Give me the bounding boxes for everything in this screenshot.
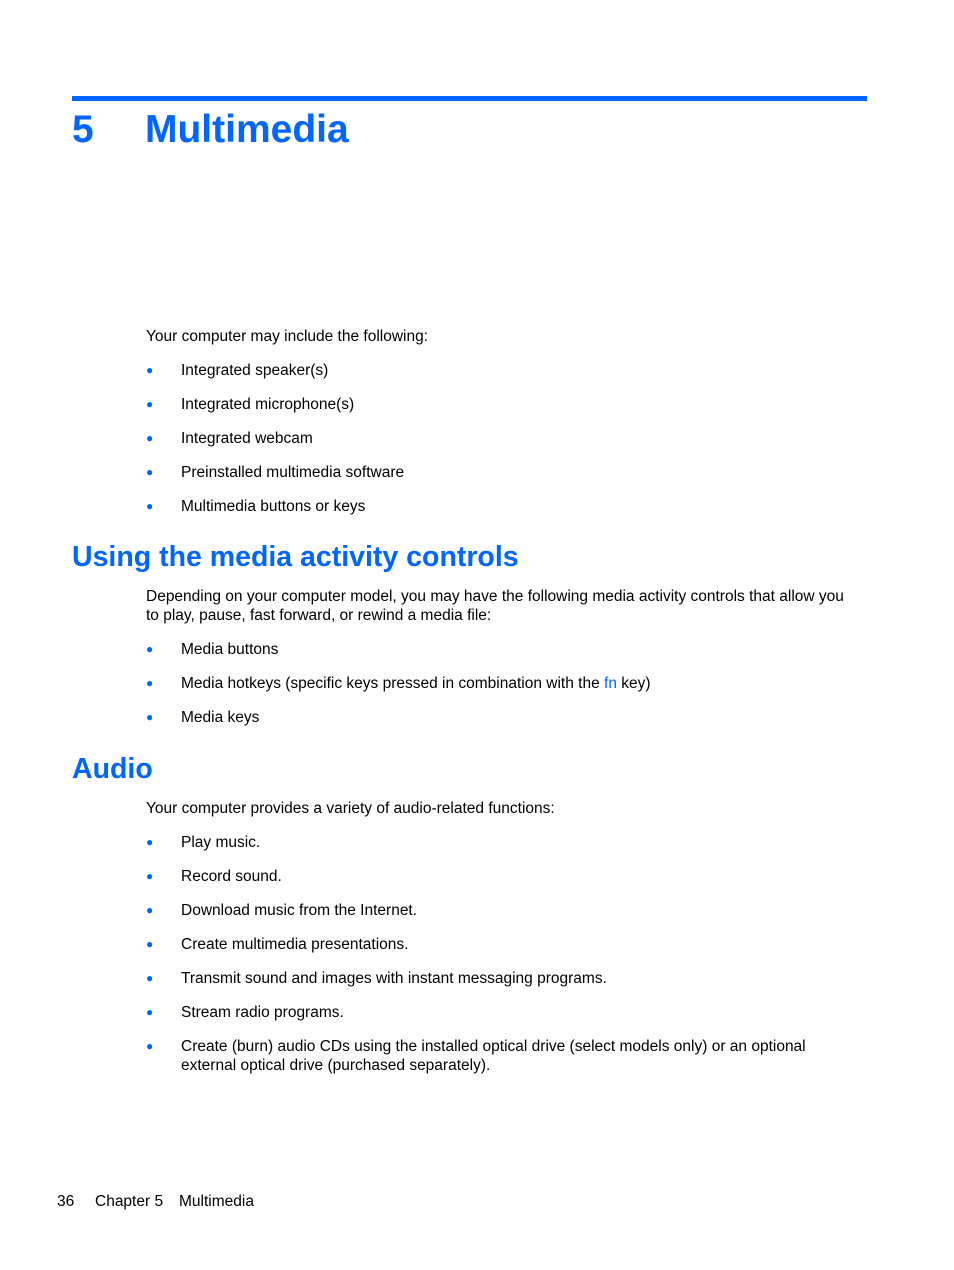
list-item: ● Integrated webcam [146, 430, 313, 447]
bullet-icon: ● [146, 710, 154, 724]
intro-paragraph: Your computer may include the following: [146, 328, 429, 345]
list-item: ● Media buttons [146, 641, 279, 658]
section-heading-audio: Audio [72, 753, 153, 785]
intro-list [146, 361, 846, 516]
bullet-icon: ● [146, 499, 154, 513]
list-item: ● Preinstalled multimedia software [146, 464, 405, 481]
list-item: ● Media hotkeys (specific keys pressed in combination with the fn key) [146, 675, 651, 692]
chapter-rule [72, 96, 867, 101]
bullet-icon: ● [146, 937, 154, 951]
list-item: ● Record sound. [146, 868, 282, 885]
media-controls-paragraph: Depending on your computer model, you may have the following media activity controls that allow you to play, pause, fast forward, or rewind a media file: [146, 588, 844, 624]
list-item: ● Create (burn) audio CDs using the installed optical drive (select models only) or an optional external optical drive (purchased separately). [146, 1038, 806, 1074]
page-footer [57, 1192, 254, 1211]
fn-key-label: fn [604, 675, 617, 692]
bullet-icon: ● [146, 363, 154, 377]
bullet-icon: ● [146, 431, 154, 445]
section-heading-media-controls: Using the media activity controls [72, 541, 519, 573]
bullet-icon: ● [146, 1039, 154, 1053]
footer-chapter-label: Chapter 5 [95, 1193, 164, 1210]
list-item: ● Create multimedia presentations. [146, 936, 409, 953]
bullet-icon: ● [146, 465, 154, 479]
bullet-icon: ● [146, 1005, 154, 1019]
bullet-icon: ● [146, 903, 154, 917]
list-item: ● Media keys [146, 709, 260, 726]
list-item: ● Multimedia buttons or keys [146, 498, 366, 515]
list-item: ● Transmit sound and images with instant messaging programs. [146, 970, 607, 987]
list-item: ● Stream radio programs. [146, 1004, 344, 1021]
bullet-icon: ● [146, 642, 154, 656]
list-item: ● Integrated microphone(s) [146, 396, 355, 413]
list-item: ● Download music from the Internet. [146, 902, 418, 919]
list-item: ● Play music. [146, 834, 261, 851]
chapter-number: 5 [72, 108, 94, 151]
bullet-icon: ● [146, 835, 154, 849]
footer-chapter-name: Multimedia [179, 1193, 254, 1210]
page-number: 36 [57, 1193, 75, 1210]
chapter-name: Multimedia [145, 108, 349, 151]
bullet-icon: ● [146, 869, 154, 883]
bullet-icon: ● [146, 397, 154, 411]
bullet-icon: ● [146, 676, 154, 690]
bullet-icon: ● [146, 971, 154, 985]
chapter-title [72, 106, 349, 154]
list-item: ● Integrated speaker(s) [146, 362, 329, 379]
media-controls-list [146, 640, 846, 727]
audio-paragraph: Your computer provides a variety of audio-related functions: [146, 800, 555, 817]
audio-list [146, 833, 846, 1075]
